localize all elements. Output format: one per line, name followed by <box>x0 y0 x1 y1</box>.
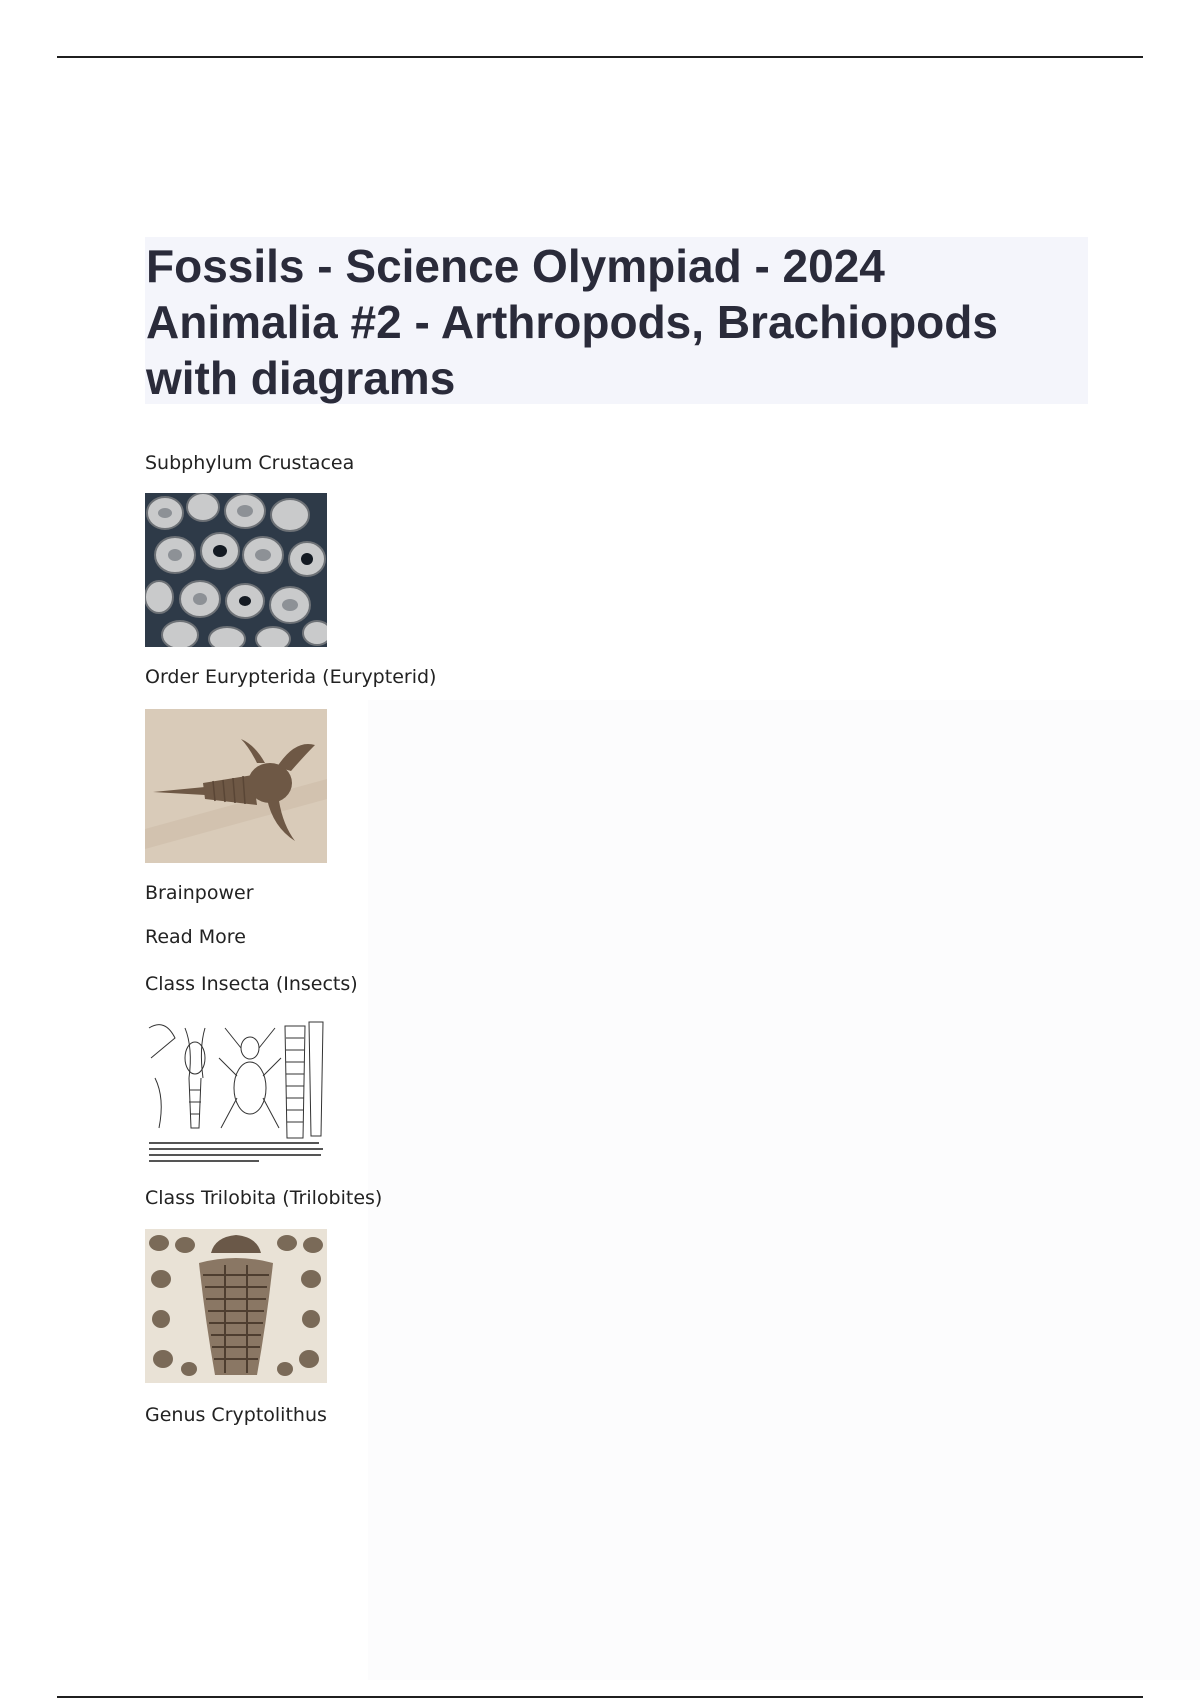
read-more-label: Read More <box>145 926 246 948</box>
section-label-trilobita: Class Trilobita (Trilobites) <box>145 1187 383 1209</box>
eurypterid-image <box>145 709 327 863</box>
page-background-shade <box>368 700 1200 1680</box>
section-label-eurypterida: Order Eurypterida (Eurypterid) <box>145 666 437 688</box>
barnacles-image <box>145 493 327 647</box>
top-rule <box>57 56 1143 58</box>
section-label-cryptolithus: Genus Cryptolithus <box>145 1404 327 1426</box>
page-title: Fossils - Science Olympiad - 2024 Animalia #2 - Arthropods, Brachiopods with diagrams <box>146 240 998 404</box>
trilobite-plate-image <box>145 1229 327 1383</box>
bottom-rule <box>57 1696 1143 1698</box>
insect-diagram-image <box>145 1016 327 1166</box>
section-label-crustacea: Subphylum Crustacea <box>145 452 355 474</box>
section-label-insecta: Class Insecta (Insects) <box>145 973 358 995</box>
section-label-brainpower: Brainpower <box>145 882 254 904</box>
